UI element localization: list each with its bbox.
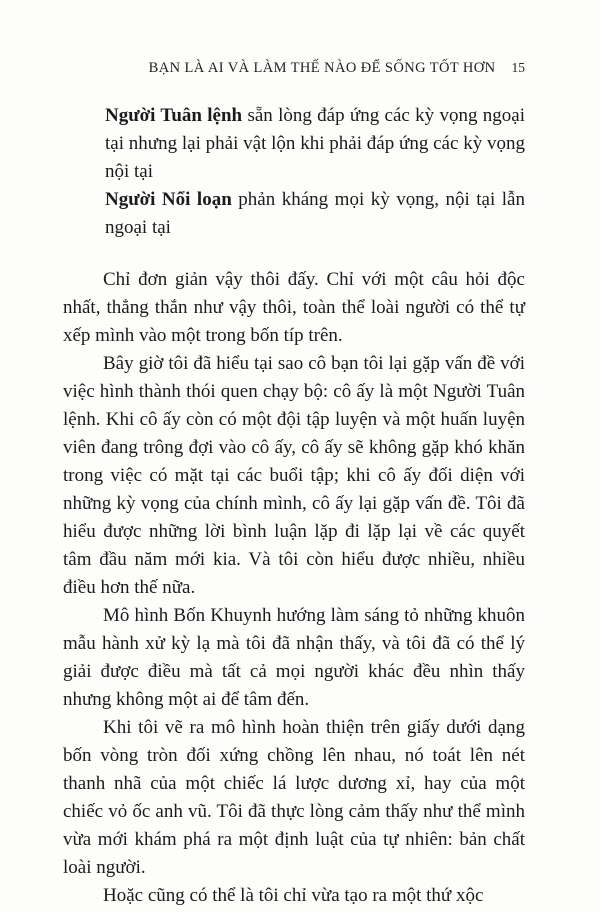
running-head bbox=[63, 60, 525, 77]
body-text bbox=[63, 266, 525, 910]
body-paragraph: Hoặc cũng có thể là tôi chỉ vừa tạo ra một thứ xộc bbox=[103, 885, 484, 906]
body-paragraph: Khi tôi vẽ ra mô hình hoàn thiện trên giấy dưới dạng bốn vòng tròn đối xứng chồng lên nhau, nó toát lên nét thanh nhã của một chiếc lá lược dương xỉ, hay của một chiếc vỏ ốc anh vũ. Tôi đã thực lòng cảm thấy như thể mình vừa mới khám phá ra một định luật của tự nhiên: bản chất loài người. bbox=[63, 717, 525, 878]
quote-term: Người Nổi loạn bbox=[105, 189, 232, 210]
quote-block bbox=[105, 102, 525, 242]
page-number: 15 bbox=[511, 60, 525, 75]
body-paragraph: Bây giờ tôi đã hiểu tại sao cô bạn tôi lại gặp vấn đề với việc hình thành thói quen chạy bộ: cô ấy là một Người Tuân lệnh. Khi cô ấy còn có một đội tập luyện và một huấn luyện viên đang trông đợi vào cô ấy, cô ấy sẽ không gặp khó khăn trong việc có mặt tại các buổi tập; khi cô ấy đối diện với những kỳ vọng của chính mình, cô ấy lại gặp vấn đề. Tôi đã hiểu được những lời bình luận lặp đi lặp lại về các quyết tâm đầu năm mới kia. Và tôi còn hiểu được nhiều, nhiều điều hơn thế nữa. bbox=[63, 353, 525, 598]
body-paragraph: Chỉ đơn giản vậy thôi đấy. Chỉ với một câu hỏi độc nhất, thẳng thắn như vậy thôi, toàn thể loài người có thể tự xếp mình vào một trong bốn típ trên. bbox=[63, 269, 525, 346]
quote-term: Người Tuân lệnh bbox=[105, 105, 243, 126]
body-paragraph: Mô hình Bốn Khuynh hướng làm sáng tỏ những khuôn mẫu hành xử kỳ lạ mà tôi đã nhận thấy, và tôi đã có thể lý giải được điều mà tất cả mọi người khác đều nhìn thấy nhưng không một ai để tâm đến. bbox=[63, 605, 525, 710]
quote-item-upholder bbox=[105, 102, 525, 186]
quote-text: sẵn lòng đáp ứng các kỳ vọng ngoại tại nhưng lại phải vật lộn khi phải đáp ứng các kỳ vọng nội tại bbox=[105, 105, 525, 182]
quote-text: phản kháng mọi kỳ vọng, nội tại lẫn ngoại tại bbox=[105, 189, 525, 238]
running-head-title: BẠN LÀ AI VÀ LÀM THẾ NÀO ĐỂ SỐNG TỐT HƠN bbox=[148, 60, 496, 76]
quote-item-rebel bbox=[105, 186, 525, 242]
